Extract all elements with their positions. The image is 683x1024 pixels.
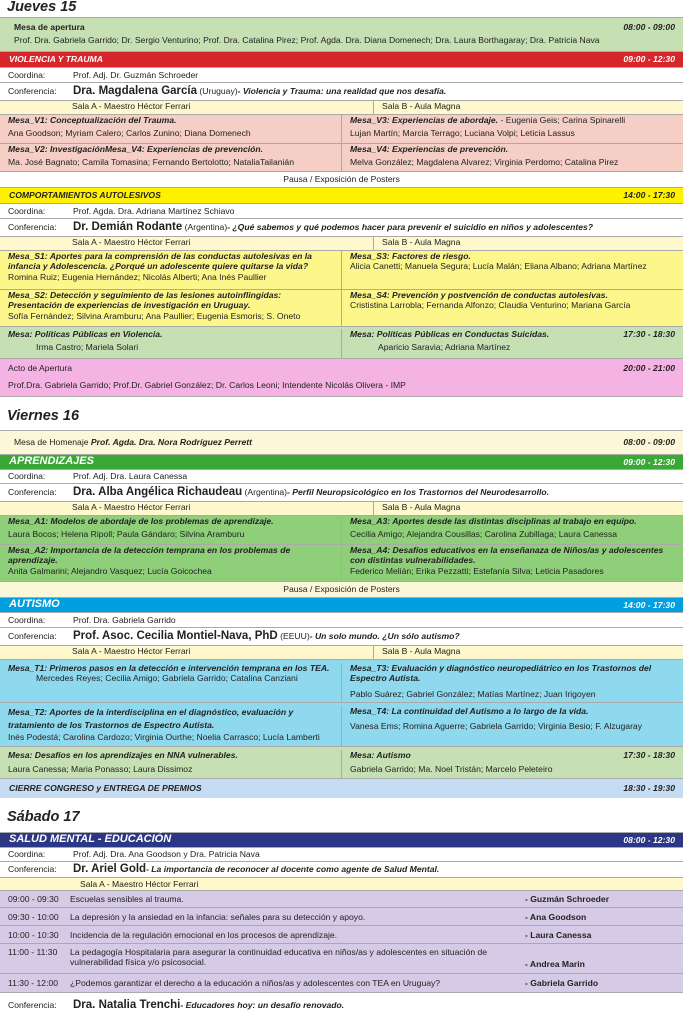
coordina-label: Coordina: bbox=[8, 849, 46, 860]
section-time: 14:00 - 17:30 bbox=[623, 190, 675, 201]
sala-b: Sala B - Aula Magna bbox=[373, 646, 683, 659]
conferencia-row bbox=[0, 861, 683, 877]
item-title: ¿Podemos garantizar el derecho a la educación a niños/as y adolescentes con TEA en Uruguay? bbox=[70, 978, 441, 988]
mesa-nna bbox=[0, 750, 341, 778]
section-title: VIOLENCIA Y TRAUMA bbox=[9, 54, 103, 65]
list-item bbox=[0, 890, 683, 907]
day-title-viernes: Viernes 16 bbox=[0, 396, 683, 430]
item-time: 11:30 - 12:00 bbox=[8, 978, 59, 988]
mesa-s2 bbox=[0, 290, 341, 326]
salas-header bbox=[0, 645, 683, 659]
coordina-name: Prof. Dra. Gabriela Garrido bbox=[73, 614, 176, 625]
mesa-s2-people: Sofía Fernández; Silvina Aramburu; Ana Paullier; Eugenia Esmoris; S. Oneto bbox=[8, 310, 301, 321]
mesa-row bbox=[0, 326, 683, 358]
mesa-time: 17:30 - 18:30 bbox=[623, 329, 675, 339]
sala-a: Sala A - Maestro Héctor Ferrari bbox=[72, 502, 191, 512]
mesa-v2 bbox=[0, 144, 341, 171]
section-autismo bbox=[0, 597, 683, 612]
cierre-congreso bbox=[0, 778, 683, 798]
homenaje-pre: Mesa de Homenaje bbox=[14, 437, 91, 448]
mesa-a4 bbox=[341, 545, 683, 581]
conferencia-speaker: Dra. Magdalena García bbox=[73, 85, 197, 98]
mesa-s3-title: Mesa_S3: Factores de riesgo. bbox=[350, 251, 471, 261]
conferencia-speaker: Dr. Ariel Gold bbox=[73, 863, 147, 876]
item-time: 09:30 - 10:00 bbox=[8, 912, 59, 922]
mesa-row bbox=[0, 143, 683, 171]
mesa-people: Aparicio Saravia; Adriana Martínez bbox=[378, 342, 511, 353]
coordina-name: Prof. Adj. Dra. Laura Canessa bbox=[73, 471, 188, 482]
conferencia-label: Conferencia: bbox=[8, 864, 57, 875]
item-title: La depresión y la ansiedad en la infancia: señales para su detección y apoyo. bbox=[70, 912, 366, 922]
mesa-autismo bbox=[341, 750, 683, 778]
conferencia-label: Conferencia: bbox=[8, 222, 57, 233]
conferencia-label: Conferencia: bbox=[8, 86, 57, 97]
mesa-politicas-violencia bbox=[0, 329, 341, 358]
item-title: La pedagogía Hospitalaria para asegurar la continuidad educativa en niños/as y adolescentes en situación de vulnerabilidad física y/o psicosocial. bbox=[70, 947, 488, 968]
mesa-v1-title: Mesa_V1: Conceptualización del Trauma. bbox=[8, 115, 177, 125]
section-time: 08:00 - 12:30 bbox=[623, 834, 675, 845]
section-time: 14:00 - 17:30 bbox=[623, 599, 675, 610]
mesa-t2-people: Inés Podestá; Carolina Cardozo; Virginia Ourthe; Noelia Carrasco; Lucía Lamberti bbox=[8, 731, 320, 742]
salas-header bbox=[0, 236, 683, 250]
mesa-t3-title: Mesa_T3: Evaluación y diagnóstico neuropediátrico en los Trastornos del Espectro Autista. bbox=[350, 663, 652, 684]
coordina-row bbox=[0, 612, 683, 627]
list-item bbox=[0, 925, 683, 943]
mesa-row bbox=[0, 515, 683, 544]
mesa-row bbox=[0, 746, 683, 778]
mesa-t4 bbox=[341, 706, 683, 746]
mesa-v2-people: Ma. José Bagnato; Camila Tomasina; Fernando Bertolotto; NataliaTailanián bbox=[8, 157, 294, 168]
mesa-row bbox=[0, 659, 683, 702]
pausa-row: Pausa / Exposición de Posters bbox=[0, 171, 683, 187]
mesa-a2 bbox=[0, 545, 341, 581]
mesa-t1-people: Mercedes Reyes; Cecilia Amigo; Gabriela Garrido; Catalina Canziani bbox=[36, 673, 298, 684]
conferencia-country: (Argentina) bbox=[244, 487, 288, 498]
conferencia-speaker: Dra. Alba Angélica Richaudeau bbox=[73, 486, 243, 499]
conferencia-label: Conferencia: bbox=[8, 487, 57, 498]
day-title-jueves: Jueves 15 bbox=[7, 0, 77, 15]
conferencia-row bbox=[0, 483, 683, 501]
sala-a-header: Sala A - Maestro Héctor Ferrari bbox=[0, 877, 683, 890]
item-title: Incidencia de la regulación emocional en los procesos de aprendizaje. bbox=[70, 930, 338, 940]
mesa-t2-title: Mesa_T2: Aportes de la interdisciplina en el diagnóstico, evaluación y tratamiento de los Trastornos de Espectro Autista. bbox=[8, 707, 294, 730]
conferencia-title: - Violencia y Trauma: una realidad que nos desafía. bbox=[237, 86, 447, 97]
section-title: COMPORTAMIENTOS AUTOLESIVOS bbox=[9, 190, 161, 201]
sala-a: Sala A - Maestro Héctor Ferrari bbox=[72, 237, 191, 247]
mesa-row bbox=[0, 250, 683, 289]
conferencia-label: Conferencia: bbox=[8, 1000, 57, 1011]
mesa-a3-title: Mesa_A3: Aportes desde las distintas disciplinas al trabajo en equipo. bbox=[350, 516, 637, 526]
apertura-people: Prof. Dra. Gabriela Garrido; Dr. Sergio Venturino; Prof. Dra. Catalina Pirez; Prof. Agda. Dra. Diana Domenech; Dra. Laura Borthagaray; Dra. Patricia Nava bbox=[14, 35, 600, 46]
acto-people: Prof.Dra. Gabriela Garrido; Prof.Dr. Gabriel González; Dr. Carlos Leoni; Intendente Nicolás Olivera - IMP bbox=[8, 380, 406, 391]
apertura-title: Mesa de apertura bbox=[14, 22, 85, 32]
cierre-title: CIERRE CONGRESO y ENTREGA DE PREMIOS bbox=[9, 783, 202, 794]
coordina-row bbox=[0, 203, 683, 218]
mesa-a2-title: Mesa_A2: Importancia de la detección temprana en los problemas de aprendizaje. bbox=[8, 545, 291, 566]
item-speaker: - Ana Goodson bbox=[525, 912, 587, 922]
acto-title: Acto de Apertura bbox=[8, 363, 73, 373]
section-title: SALUD MENTAL - EDUCACIÓN bbox=[9, 833, 172, 846]
coordina-name: Prof. Adj. Dr. Guzmán Schroeder bbox=[73, 69, 199, 80]
mesa-politicas-suicidas bbox=[341, 329, 683, 358]
mesa-s2-title: Mesa_S2: Detección y seguimiento de las lesiones autoinflingidas: Presentación de experiencias de investigación en Uruguay. bbox=[8, 290, 282, 311]
mesa-s4 bbox=[341, 290, 683, 326]
item-title: Escuelas sensibles al trauma. bbox=[70, 894, 184, 904]
mesa-row bbox=[0, 702, 683, 746]
mesa-time: 17:30 - 18:30 bbox=[623, 750, 675, 760]
mesa-a4-people: Federico Melián; Erika Pezzatti; Estefanía Silva; Leticia Pasadores bbox=[350, 565, 604, 576]
mesa-v4-people: Melva González; Magdalena Alvarez; Virginia Perdomo; Catalina Pirez bbox=[350, 157, 619, 168]
mesa-a1 bbox=[0, 516, 341, 544]
list-item bbox=[0, 973, 683, 992]
homenaje-time: 08:00 - 09:00 bbox=[623, 437, 675, 448]
mesa-v1-people: Ana Goodson; Myriam Calero; Carlos Zunino; Diana Domenech bbox=[8, 128, 251, 139]
conferencia-row bbox=[0, 992, 683, 1018]
mesa-s1 bbox=[0, 251, 341, 289]
mesa-t4-title: Mesa_T4: La continuidad del Autismo a lo largo de la vida. bbox=[350, 706, 589, 716]
mesa-s1-title: Mesa_S1: Aportes para la comprensión de las conductas autolesivas en la infancia y Adolescencia. ¿Porqué un adolescente quiere quitarse la vida? bbox=[8, 251, 312, 272]
mesa-a1-title: Mesa_A1: Modelos de abordaje de los problemas de aprendizaje. bbox=[8, 516, 274, 526]
mesa-people: Gabriela Garrido; Ma. Noel Tristán; Marcelo Peleteiro bbox=[350, 764, 553, 775]
conferencia-row bbox=[0, 82, 683, 100]
conferencia-country: (Argentina) bbox=[184, 222, 228, 233]
mesa-v3-people: Lujan Martín; Marcia Terrago; Luciana Volpi; Leticia Lassus bbox=[350, 128, 575, 139]
list-item bbox=[0, 943, 683, 973]
coordina-label: Coordina: bbox=[8, 614, 46, 625]
coordina-name: Prof. Adj. Dra. Ana Goodson y Dra. Patricia Nava bbox=[73, 849, 260, 860]
conferencia-label: Conferencia: bbox=[8, 631, 57, 642]
sala-b: Sala B - Aula Magna bbox=[373, 101, 683, 114]
mesa-homenaje bbox=[0, 430, 683, 454]
coordina-row bbox=[0, 469, 683, 483]
salas-header bbox=[0, 100, 683, 114]
mesa-s3-people: Alicia Canetti; Manuela Segura; Lucía Malán; Eliana Albano; Adriana Martínez bbox=[350, 261, 647, 272]
section-aprendizajes bbox=[0, 454, 683, 469]
mesa-s4-title: Mesa_S4: Prevención y postvención de conductas autolesivas. bbox=[350, 290, 608, 300]
acto-time: 20:00 - 21:00 bbox=[623, 363, 675, 373]
coordina-label: Coordina: bbox=[8, 471, 46, 482]
mesa-a1-people: Laura Bocos; Helena Ripoll; Paula Gándaro; Silvina Aramburu bbox=[8, 529, 245, 540]
salas-header bbox=[0, 501, 683, 515]
apertura-time: 08:00 - 09:00 bbox=[623, 22, 675, 32]
mesa-v3-title: Mesa_V3: Experiencias de abordaje. bbox=[350, 115, 499, 125]
coordina-name: Prof. Agda. Dra. Adriana Martínez Schiavo bbox=[73, 205, 235, 216]
item-speaker: - Andrea Marin bbox=[525, 959, 585, 969]
mesa-s4-people: Crististina Larrobla; Fernanda Alfonzo; Claudia Venturino; Mariana García bbox=[350, 300, 631, 311]
mesa-t3-people: Pablo Suárez; Gabriel González; Matías Martínez; Juan Irigoyen bbox=[350, 688, 596, 699]
item-time: 11:00 - 11:30 bbox=[8, 947, 58, 957]
mesa-t1-title: Mesa_T1: Primeros pasos en la detección e intervención temprana en los TEA. bbox=[8, 663, 330, 673]
mesa-a4-title: Mesa_A4: Desafíos educativos en la enseñanaza de Niños/as y adolescentes con distintas vulnerabilidades. bbox=[350, 545, 664, 566]
section-time: 09:00 - 12:30 bbox=[623, 456, 675, 467]
mesa-t4-people: Vanesa Ems; Romina Aguerre; Gabriela Garrido; Virginia Besio; F. Alzugaray bbox=[350, 721, 643, 732]
conferencia-title: - Educadores hoy: un desafío renovado. bbox=[180, 1000, 345, 1011]
mesa-v4 bbox=[341, 144, 683, 171]
sala-a: Sala A - Maestro Héctor Ferrari bbox=[72, 101, 191, 111]
mesa-a3 bbox=[341, 516, 683, 544]
item-time: 09:00 - 09:30 bbox=[8, 894, 59, 904]
mesa-a3-people: Cecilia Amigo; Alejandra Cousillas; Carolina Zubillaga; Laura Canessa bbox=[350, 529, 618, 540]
mesa-t1 bbox=[0, 663, 341, 702]
cierre-time: 18:30 - 19:30 bbox=[623, 783, 675, 794]
conferencia-row bbox=[0, 218, 683, 236]
mesa-v3 bbox=[341, 115, 683, 143]
section-violencia-trauma bbox=[0, 51, 683, 67]
conferencia-speaker: Prof. Asoc. Cecilia Montiel-Nava, PhD bbox=[73, 630, 278, 643]
section-comportamientos-autolesivos bbox=[0, 187, 683, 203]
conferencia-country: (EEUU) bbox=[280, 631, 310, 642]
mesa-row bbox=[0, 544, 683, 581]
conferencia-title: - La importancia de reconocer al docente como agente de Salud Mental. bbox=[146, 864, 440, 875]
mesa-v2-title: Mesa_V2: InvestigaciónMesa_V4: Experiencias de prevención. bbox=[8, 144, 264, 154]
mesa-title: Mesa: Autismo bbox=[350, 750, 411, 760]
coordina-row bbox=[0, 847, 683, 861]
acto-apertura bbox=[0, 358, 683, 396]
conferencia-speaker: Dra. Natalia Trenchi bbox=[73, 999, 181, 1012]
mesa-t3 bbox=[341, 663, 683, 702]
mesa-row bbox=[0, 289, 683, 326]
conferencia-country: (Uruguay) bbox=[199, 86, 238, 97]
sala-b: Sala B - Aula Magna bbox=[373, 502, 683, 515]
homenaje-name: Prof. Agda. Dra. Nora Rodríguez Perrett bbox=[90, 437, 252, 448]
pausa-row: Pausa / Exposición de Posters bbox=[0, 581, 683, 597]
mesa-a2-people: Anita Galmarini; Alejandro Vasquez; Lucía Goicochea bbox=[8, 565, 212, 576]
mesa-v4-title: Mesa_V4: Experiencias de prevención. bbox=[350, 144, 509, 154]
mesa-title: Mesa: Políticas Públicas en Violencia. bbox=[8, 329, 163, 339]
coordina-row bbox=[0, 67, 683, 82]
mesa-row bbox=[0, 114, 683, 143]
section-time: 09:00 - 12:30 bbox=[623, 54, 675, 65]
item-speaker: - Guzmán Schroeder bbox=[525, 894, 610, 904]
sala-a: Sala A - Maestro Héctor Ferrari bbox=[72, 646, 191, 656]
item-speaker: - Laura Canessa bbox=[525, 930, 592, 940]
mesa-title: Mesa: Políticas Públicas en Conductas Suicidas. bbox=[350, 329, 550, 339]
mesa-title: Mesa: Desafíos en los aprendizajes en NNA vulnerables. bbox=[8, 750, 238, 760]
conferencia-row bbox=[0, 627, 683, 645]
item-speaker: - Gabriela Garrido bbox=[525, 978, 599, 988]
section-title: APRENDIZAJES bbox=[9, 455, 94, 468]
sala-b: Sala B - Aula Magna bbox=[373, 237, 683, 250]
day-title-sabado: Sábado 17 bbox=[7, 809, 80, 825]
section-title: AUTISMO bbox=[9, 598, 60, 611]
list-item bbox=[0, 907, 683, 925]
mesa-people: Laura Canessa; Maria Ponasso; Laura Dissimoz bbox=[8, 764, 193, 775]
mesa-v3-extra: - Eugenia Geis; Carina Spinarelli bbox=[498, 115, 626, 125]
conferencia-title: - ¿Qué sabemos y qué podemos hacer para prevenir el suicidio en niños y adolescentes? bbox=[227, 222, 594, 233]
mesa-s3 bbox=[341, 251, 683, 289]
conferencia-title: - Un solo mundo. ¿Un sólo autismo? bbox=[309, 631, 460, 642]
section-salud-mental bbox=[0, 832, 683, 847]
mesa-s1-people: Romina Ruiz; Eugenia Hernández; Nicolás Alberti; Ana Inés Paullier bbox=[8, 271, 267, 282]
coordina-label: Coordina: bbox=[8, 205, 46, 216]
mesa-t2 bbox=[0, 706, 341, 746]
mesa-apertura bbox=[0, 17, 683, 51]
mesa-people: Irma Castro; Mariela Solari bbox=[36, 342, 139, 353]
mesa-v1 bbox=[0, 115, 341, 143]
coordina-label: Coordina: bbox=[8, 69, 46, 80]
item-time: 10:00 - 10:30 bbox=[8, 930, 59, 940]
conferencia-speaker: Dr. Demián Rodante bbox=[73, 221, 183, 234]
conferencia-title: - Perfil Neuropsicológico en los Trastornos del Neurodesarrollo. bbox=[287, 487, 550, 498]
